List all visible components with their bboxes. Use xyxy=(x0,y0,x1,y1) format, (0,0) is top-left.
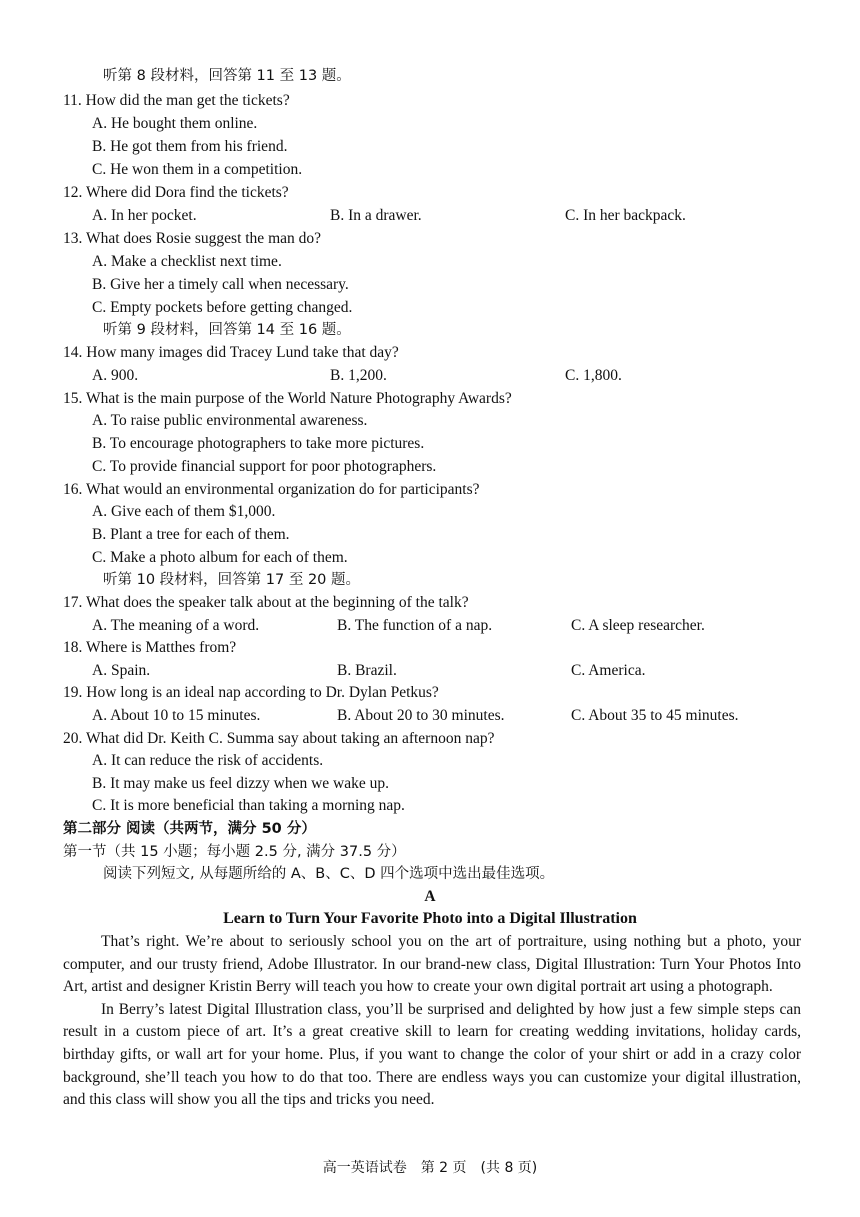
q11-option-a: A. He bought them online. xyxy=(92,115,258,132)
q17-option-b: B. The function of a nap. xyxy=(337,617,493,634)
q14-option-c: C. 1,800. xyxy=(565,367,622,384)
q19-option-a: A. About 10 to 15 minutes. xyxy=(92,707,261,724)
q19-option-b: B. About 20 to 30 minutes. xyxy=(337,707,505,724)
q13-option-c: C. Empty pockets before getting changed. xyxy=(92,299,353,316)
passage-label: A xyxy=(424,888,436,905)
q20-option-c: C. It is more beneficial than taking a morning nap. xyxy=(92,797,405,814)
q13-stem: 13. What does Rosie suggest the man do? xyxy=(63,230,322,247)
q20-option-a: A. It can reduce the risk of accidents. xyxy=(92,752,324,769)
q17-option-c: C. A sleep researcher. xyxy=(571,617,705,634)
q11-stem: 11. How did the man get the tickets? xyxy=(63,92,290,109)
q11-option-c: C. He won them in a competition. xyxy=(92,161,303,178)
q16-option-b: B. Plant a tree for each of them. xyxy=(92,526,290,543)
q18-option-b: B. Brazil. xyxy=(337,662,397,679)
q19-option-c: C. About 35 to 45 minutes. xyxy=(571,707,739,724)
q19-stem: 19. How long is an ideal nap according to Dr. Dylan Petkus? xyxy=(63,684,439,701)
q18-option-c: C. America. xyxy=(571,662,646,679)
q17-stem: 17. What does the speaker talk about at the beginning of the talk? xyxy=(63,594,469,611)
part2-instruction: 阅读下列短文, 从每题所给的 A、B、C、D 四个选项中选出最佳选项。 xyxy=(103,866,555,882)
q15-option-a: A. To raise public environmental awareness. xyxy=(92,412,368,429)
section-9-instruction: 听第 9 段材料，回答第 14 至 16 题。 xyxy=(103,322,351,338)
q18-stem: 18. Where is Matthes from? xyxy=(63,639,237,656)
q15-stem: 15. What is the main purpose of the World Nature Photography Awards? xyxy=(63,390,512,407)
q14-option-a: A. 900. xyxy=(92,367,139,384)
q17-option-a: A. The meaning of a word. xyxy=(92,617,260,634)
q16-stem: 16. What would an environmental organization do for participants? xyxy=(63,481,480,498)
section-10-instruction: 听第 10 段材料，回答第 17 至 20 题。 xyxy=(103,572,361,588)
q16-option-a: A. Give each of them $1,000. xyxy=(92,503,276,520)
q13-option-a: A. Make a checklist next time. xyxy=(92,253,282,270)
passage-paragraph-1: That’s right. We’re about to seriously school you on the art of portraiture, using nothing but a photo, your computer, and our trusty friend, Adobe Illustrator. In our brand-new class, Digital Illustration: Turn Your Photos Into Art, artist and designer Kristin Berry will teach you how to create your own digital portrait art using a photograph. xyxy=(63,933,801,996)
q20-stem: 20. What did Dr. Keith C. Summa say about taking an afternoon nap? xyxy=(63,730,495,747)
q16-option-c: C. Make a photo album for each of them. xyxy=(92,549,348,566)
q15-option-b: B. To encourage photographers to take more pictures. xyxy=(92,435,425,452)
q12-option-a: A. In her pocket. xyxy=(92,207,197,224)
q13-option-b: B. Give her a timely call when necessary. xyxy=(92,276,349,293)
q12-stem: 12. Where did Dora find the tickets? xyxy=(63,184,289,201)
passage-paragraph-2: In Berry’s latest Digital Illustration class, you’ll be surprised and delighted by how just a few simple steps can result in a custom piece of art. It’s a great creative skill to learn for creating wedding invitations, holiday cards, birthday gifts, or wall art for your home. Plus, if you want to change the color of your shirt or add in a crazy color background, she’ll teach you how to do that too. There are endless ways you can customize your digital illustration, and this class will show you all the tips and tricks you need. xyxy=(63,1000,801,1109)
page-footer: 高一英语试卷 第 2 页 (共 8 页) xyxy=(322,1160,538,1176)
passage-body xyxy=(63,931,801,1112)
section-8-instruction: 听第 8 段材料，回答第 11 至 13 题。 xyxy=(103,68,351,84)
q15-option-c: C. To provide financial support for poor photographers. xyxy=(92,458,437,475)
part2-section1-heading: 第一节（共 15 小题；每小题 2.5 分, 满分 37.5 分） xyxy=(63,844,406,860)
q11-option-b: B. He got them from his friend. xyxy=(92,138,288,155)
passage-title: Learn to Turn Your Favorite Photo into a Digital Illustration xyxy=(223,910,637,927)
part2-heading: 第二部分 阅读（共两节，满分 50 分） xyxy=(63,821,316,837)
q14-stem: 14. How many images did Tracey Lund take that day? xyxy=(63,344,399,361)
q12-option-c: C. In her backpack. xyxy=(565,207,686,224)
q12-option-b: B. In a drawer. xyxy=(330,207,422,224)
q14-option-b: B. 1,200. xyxy=(330,367,387,384)
q18-option-a: A. Spain. xyxy=(92,662,151,679)
q20-option-b: B. It may make us feel dizzy when we wake up. xyxy=(92,775,389,792)
